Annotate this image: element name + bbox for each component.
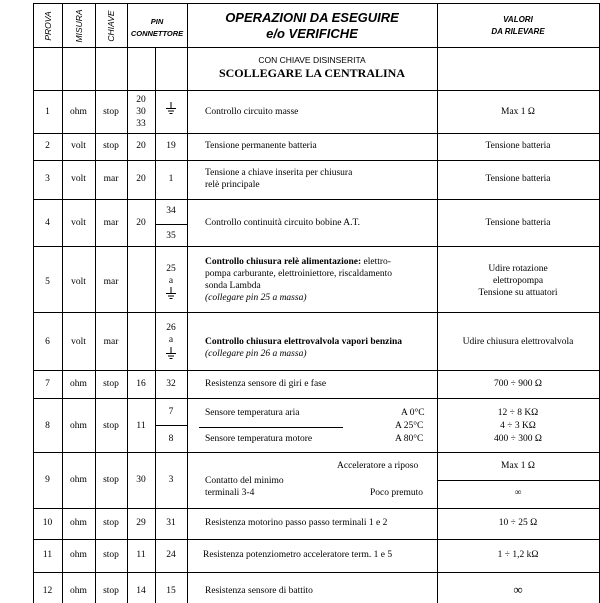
row-chiave: stop [103, 107, 119, 117]
row-chiave: mar [103, 218, 119, 228]
row-pin2: 25 [166, 264, 176, 274]
sub-divider [437, 480, 600, 481]
row-misura: volt [71, 174, 86, 184]
row-pin2: 15 [166, 586, 176, 596]
col-divider [437, 3, 438, 603]
row-pin1: 20 [136, 141, 146, 151]
row-operation: sonda Lambda [205, 281, 261, 291]
row-misura: volt [71, 141, 86, 151]
row-operation-note: (collegare pin 26 a massa) [205, 349, 307, 359]
row-pin1: 30 [136, 107, 146, 117]
row-misura: ohm [70, 421, 87, 431]
row-operation: Controllo continuità circuito bobine A.T. [205, 218, 360, 228]
row-line [33, 3, 600, 4]
header-valori: VALORI [503, 15, 533, 24]
row-line [33, 508, 600, 509]
row-pin2: 32 [166, 379, 176, 389]
row-chiave: mar [103, 337, 119, 347]
row-operation: Controllo chiusura elettrovalvola vapori benzina [205, 337, 403, 347]
row-number: 1 [45, 107, 50, 117]
row-value: Udire rotazione [488, 264, 548, 274]
row-value: ∞ [514, 488, 522, 498]
row-value: 400 ÷ 300 Ω [494, 434, 542, 444]
header-misura: MISURA [74, 9, 84, 43]
row-pin1: 16 [136, 379, 146, 389]
page-title: OPERAZIONI DA ESEGUIRE [225, 10, 399, 25]
row-value: 12 ÷ 8 KΩ [497, 408, 539, 418]
row-chiave: stop [103, 141, 119, 151]
row-operation: Contatto del minimo [205, 476, 284, 486]
row-number: 3 [45, 174, 50, 184]
row-misura: ohm [70, 586, 87, 596]
header-pin: PIN [150, 17, 164, 26]
row-operation: Resistenza potenziometro acceleratore term. 1 e 5 [203, 550, 393, 560]
row-misura: volt [71, 337, 86, 347]
row-line [33, 370, 600, 371]
row-operation: terminali 3-4 [205, 488, 255, 498]
row-pin1: 20 [136, 174, 146, 184]
ground-icon [166, 287, 176, 301]
sub-divider [199, 427, 343, 428]
row-chiave: stop [103, 518, 119, 528]
row-operation: Resistenza sensore di battito [205, 586, 313, 596]
row-misura: volt [71, 218, 86, 228]
operation-bold: Controllo chiusura relè alimentazione: [205, 257, 362, 267]
row-number: 7 [45, 379, 50, 389]
row-misura: ohm [70, 550, 87, 560]
row-operation: Tensione permanente batteria [205, 141, 317, 151]
row-value: Tensione batteria [485, 174, 551, 184]
condition-label: Poco premuto [370, 488, 424, 498]
temperature-label: A 80°C [395, 434, 424, 444]
temperature-label: A 0°C [401, 408, 425, 418]
row-pin1: 20 [136, 218, 146, 228]
row-chiave: stop [103, 421, 119, 431]
ground-icon [166, 347, 176, 361]
sub-divider [155, 425, 187, 426]
row-misura: ohm [70, 518, 87, 528]
row-pin2: 1 [168, 174, 174, 184]
row-pin2: 7 [168, 407, 174, 417]
row-chiave: stop [103, 475, 119, 485]
row-pin2: 3 [168, 475, 174, 485]
row-value: Tensione su attuatori [478, 288, 558, 298]
row-operation: Tensione a chiave inserita per chiusura [205, 168, 353, 178]
row-chiave: stop [103, 550, 119, 560]
row-value: ∞ [513, 582, 523, 597]
row-pin2: 8 [168, 434, 174, 444]
row-value: Udire chiusura elettrovalvola [462, 337, 574, 347]
page-subtitle: e/o VERIFICHE [266, 26, 358, 41]
row-line [33, 90, 600, 91]
row-operation: Sensore temperatura motore [205, 434, 313, 444]
row-operation [205, 256, 391, 268]
row-number: 8 [45, 421, 50, 431]
row-pin2: 24 [166, 550, 176, 560]
row-operation: relè principale [205, 180, 260, 190]
row-value: Max 1 Ω [501, 107, 535, 117]
row-pin1: 14 [136, 586, 146, 596]
header-da-rilevare: DA RILEVARE [491, 27, 545, 36]
row-pin2: a [168, 276, 174, 286]
row-operation-note: (collegare pin 25 a massa) [205, 293, 307, 303]
row-line [33, 312, 600, 313]
header-connettore: CONNETTORE [130, 29, 184, 38]
row-chiave: stop [103, 586, 119, 596]
row-number: 9 [45, 475, 50, 485]
row-operation: Resistenza motorino passo passo terminali 1 e 2 [205, 518, 388, 528]
intro-line2: SCOLLEGARE LA CENTRALINA [218, 66, 406, 80]
row-line [33, 47, 600, 48]
col-divider [187, 3, 188, 603]
row-misura: ohm [70, 379, 87, 389]
intro-line1: CON CHIAVE DISINSERITA [258, 55, 366, 65]
row-pin2: 31 [166, 518, 176, 528]
sub-divider [155, 224, 187, 225]
row-number: 4 [45, 218, 50, 228]
row-line [33, 133, 600, 134]
row-number: 12 [42, 586, 53, 596]
row-pin2: 34 [166, 206, 176, 216]
row-pin1: 11 [136, 550, 146, 560]
row-misura: ohm [70, 475, 87, 485]
row-value: 700 ÷ 900 Ω [494, 379, 542, 389]
ground-icon [166, 102, 176, 116]
row-pin2: 35 [166, 231, 176, 241]
row-pin1: 29 [136, 518, 146, 528]
row-line [33, 572, 600, 573]
condition-label: Acceleratore a riposo [337, 461, 419, 471]
row-number: 10 [42, 518, 53, 528]
row-operation: pompa carburante, elettroiniettore, riscaldamento [205, 269, 393, 279]
operation-text: elettro- [361, 257, 391, 267]
row-pin2: 19 [166, 141, 176, 151]
row-chiave: mar [103, 277, 119, 287]
row-value: Tensione batteria [485, 141, 551, 151]
row-value: 1 ÷ 1,2 kΩ [497, 550, 539, 560]
row-line [33, 398, 600, 399]
row-chiave: mar [103, 174, 119, 184]
row-pin1: 33 [136, 119, 146, 129]
row-chiave: stop [103, 379, 119, 389]
row-line [33, 539, 600, 540]
row-pin1: 30 [136, 475, 146, 485]
col-divider [62, 3, 63, 603]
row-pin1: 20 [136, 95, 146, 105]
row-operation: Resistenza sensore di giri e fase [205, 379, 327, 389]
row-value: 10 ÷ 25 Ω [498, 518, 538, 528]
row-value: elettropompa [492, 276, 544, 286]
row-pin2: a [168, 335, 174, 345]
temperature-label: A 25°C [395, 421, 424, 431]
row-misura: ohm [70, 107, 87, 117]
row-line [33, 199, 600, 200]
header-chiave: CHIAVE [106, 10, 116, 42]
row-number: 5 [45, 277, 50, 287]
row-number: 2 [45, 141, 50, 151]
row-misura: volt [71, 277, 86, 287]
row-operation: Sensore temperatura aria [205, 408, 300, 418]
col-divider [95, 3, 96, 603]
row-value: 4 ÷ 3 KΩ [500, 421, 536, 431]
row-number: 6 [45, 337, 50, 347]
row-pin1: 11 [136, 421, 146, 431]
row-value: Max 1 Ω [501, 461, 535, 471]
border-left [33, 3, 34, 603]
row-line [33, 246, 600, 247]
row-number: 11 [42, 550, 53, 560]
row-value: Tensione batteria [485, 218, 551, 228]
row-line [33, 452, 600, 453]
row-operation: Controllo circuito masse [205, 107, 299, 117]
col-divider [127, 3, 128, 603]
row-pin2: 26 [166, 323, 176, 333]
header-prova: PROVA [43, 11, 53, 41]
test-table [33, 3, 593, 603]
row-line [33, 160, 600, 161]
